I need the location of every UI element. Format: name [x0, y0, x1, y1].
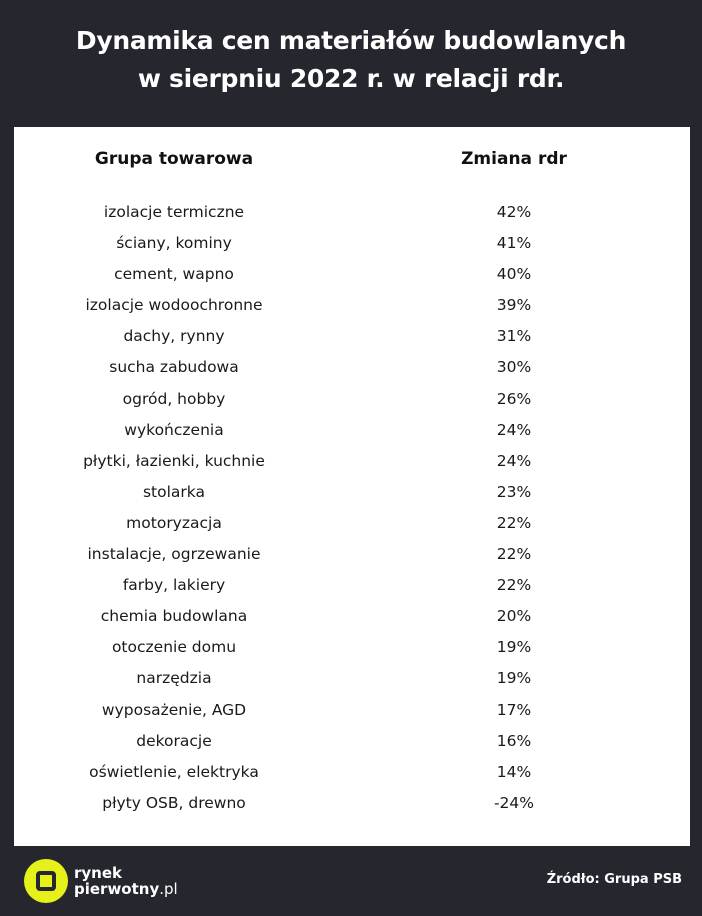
table-row: [14, 666, 690, 697]
row-change-value: 23%: [496, 482, 532, 501]
row-change-value: 26%: [496, 389, 532, 408]
row-group-name: wykończenia: [124, 420, 224, 439]
row-group-name: płytki, łazienki, kuchnie: [83, 451, 265, 470]
row-change-value: 22%: [496, 513, 532, 532]
row-group-name: farby, lakiery: [122, 576, 226, 595]
table-row: [14, 200, 690, 231]
column-header-change: Zmiana rdr: [461, 149, 567, 169]
logo-line-2-bold: pierwotny: [74, 880, 160, 898]
row-change-value: 19%: [496, 669, 532, 688]
row-group-name: izolacje termiczne: [103, 203, 245, 221]
table-rows: [14, 200, 690, 822]
row-group-name: instalacje, ogrzewanie: [87, 545, 261, 564]
table-row: [14, 231, 690, 262]
title-line-2: w sierpniu 2022 r. w relacji rdr.: [137, 64, 565, 93]
table-row: [14, 449, 690, 480]
row-change-value: 19%: [496, 638, 532, 657]
row-group-name: dachy, rynny: [123, 327, 225, 346]
row-change-value: 16%: [496, 731, 532, 750]
row-group-name: chemia budowlana: [100, 607, 248, 626]
table-row: [14, 573, 690, 604]
row-change-value: 24%: [496, 451, 532, 470]
logo-line-2-suffix: .pl: [159, 880, 178, 898]
row-change-value: 24%: [496, 420, 532, 439]
row-change-value: 17%: [496, 700, 532, 719]
row-group-name: ściany, kominy: [116, 234, 232, 253]
table-row: [14, 729, 690, 760]
logo-mark-icon: [24, 859, 68, 903]
table-row: [14, 511, 690, 542]
row-change-value: 22%: [496, 576, 532, 595]
table-row: [14, 604, 690, 635]
table-row: [14, 480, 690, 511]
row-change-value: 40%: [496, 265, 532, 284]
row-group-name: ogród, hobby: [122, 389, 226, 408]
row-group-name: izolacje wodoochronne: [85, 296, 263, 315]
row-change-value: -24%: [493, 793, 535, 812]
page-title: [0, 22, 702, 98]
row-change-value: 30%: [496, 358, 532, 377]
table-row: [14, 387, 690, 418]
row-group-name: sucha zabudowa: [109, 358, 239, 377]
table-row: [14, 324, 690, 355]
row-group-name: stolarka: [142, 482, 205, 501]
table-row: [14, 635, 690, 666]
table-row: [14, 262, 690, 293]
logo: [24, 858, 178, 904]
table-row: [14, 293, 690, 324]
row-group-name: cement, wapno: [114, 265, 234, 284]
table-row: [14, 542, 690, 573]
table-row: [14, 760, 690, 791]
logo-line-1: rynek: [74, 864, 123, 882]
logo-line-2: [74, 881, 178, 897]
logo-text: [74, 865, 178, 897]
row-group-name: motoryzacja: [126, 513, 222, 532]
row-group-name: płyty OSB, drewno: [102, 793, 246, 812]
row-change-value: 14%: [496, 762, 532, 781]
row-change-value: 41%: [496, 234, 532, 253]
row-change-value: 31%: [496, 327, 532, 346]
row-change-value: 39%: [496, 296, 532, 315]
row-group-name: dekoracje: [136, 731, 212, 750]
table-row: [14, 791, 690, 822]
table-row: [14, 418, 690, 449]
row-group-name: wyposażenie, AGD: [101, 700, 247, 719]
data-table-panel: [14, 127, 690, 846]
row-group-name: otoczenie domu: [111, 638, 237, 657]
title-line-1: Dynamika cen materiałów budowlanych: [75, 26, 627, 55]
row-group-name: oświetlenie, elektryka: [89, 762, 259, 781]
column-header-group: Grupa towarowa: [94, 149, 254, 169]
row-group-name: narzędzia: [136, 669, 212, 688]
row-change-value: 22%: [496, 545, 532, 564]
source-note: Źródło: Grupa PSB: [546, 872, 682, 887]
row-change-value: 42%: [496, 203, 532, 221]
table-row: [14, 698, 690, 729]
row-change-value: 20%: [496, 607, 532, 626]
table-row: [14, 355, 690, 386]
